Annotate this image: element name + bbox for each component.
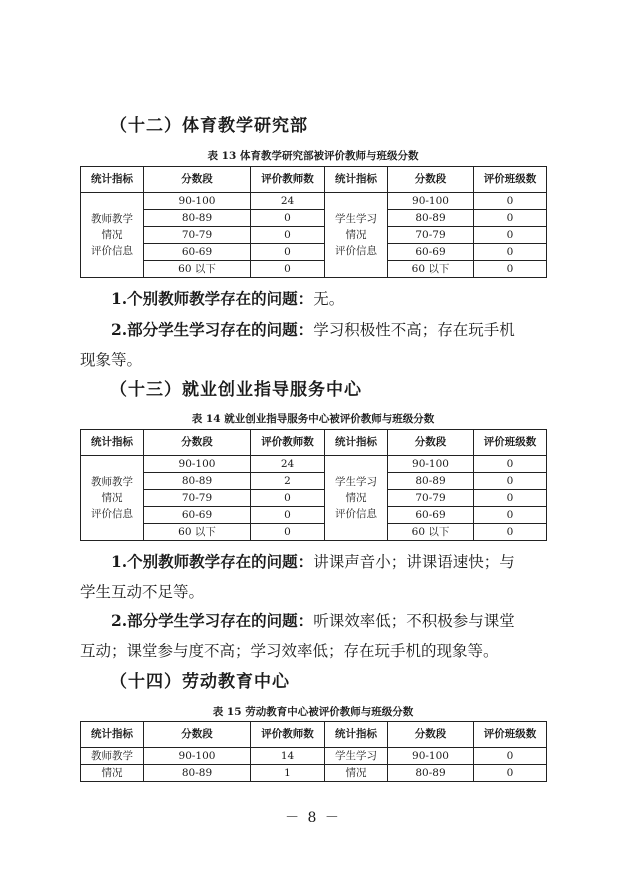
teacher-count-cell: 0	[251, 490, 325, 507]
score-range-cell: 90-100	[144, 748, 251, 765]
header-cell: 统计指标	[325, 430, 388, 456]
group-label-line: 教师教学	[91, 476, 133, 488]
class-count-cell: 0	[474, 507, 547, 524]
table-header-row	[81, 722, 547, 748]
paragraph-lead: 2.部分学生学习存在的问题：	[111, 611, 314, 630]
score-range-cell: 70-79	[144, 227, 251, 244]
group-label-line: 教师教学	[91, 213, 133, 225]
paragraph-lead: 1.个别教师教学存在的问题：	[111, 552, 314, 571]
teacher-group-label: 教师教学	[81, 748, 144, 765]
class-count-cell: 0	[474, 244, 547, 261]
header-cell: 统计指标	[325, 722, 388, 748]
student-issue-paragraph	[111, 605, 581, 637]
score-range-cell: 90-100	[144, 193, 251, 210]
paragraph-continuation: 互动；课堂参与度不高；学习效率低；存在玩手机的现象等。	[80, 642, 499, 660]
student-group-label: 学生学习	[325, 748, 388, 765]
header-cell: 评价教师数	[251, 430, 325, 456]
score-table-14	[80, 429, 547, 541]
score-range-cell: 80-89	[388, 765, 474, 782]
score-range-cell: 80-89	[144, 473, 251, 490]
table-row	[81, 524, 547, 541]
score-range-cell: 90-100	[388, 193, 474, 210]
table-row	[81, 507, 547, 524]
paragraph-lead: 1.个别教师教学存在的问题：	[111, 289, 314, 308]
teacher-count-cell: 0	[251, 244, 325, 261]
group-label-line: 情况	[345, 492, 367, 504]
table-row	[81, 456, 547, 473]
score-table-13	[80, 166, 547, 278]
header-cell: 统计指标	[81, 722, 144, 748]
header-cell: 评价班级数	[474, 167, 547, 193]
class-count-cell: 0	[474, 210, 547, 227]
teacher-count-cell: 14	[251, 748, 325, 765]
student-issue-paragraph	[111, 314, 581, 346]
table-row	[81, 765, 547, 782]
header-cell: 分数段	[388, 430, 474, 456]
score-range-cell: 60 以下	[144, 524, 251, 541]
class-count-cell: 0	[474, 261, 547, 278]
teacher-count-cell: 2	[251, 473, 325, 490]
class-count-cell: 0	[474, 193, 547, 210]
class-count-cell: 0	[474, 765, 547, 782]
teacher-count-cell: 24	[251, 193, 325, 210]
score-range-cell: 80-89	[144, 765, 251, 782]
score-range-cell: 80-89	[388, 473, 474, 490]
class-count-cell: 0	[474, 456, 547, 473]
paragraph-text: 学习积极性不高；存在玩手机	[313, 321, 515, 339]
table-row	[81, 748, 547, 765]
teacher-group-label	[81, 193, 144, 278]
table-caption-14: 表 14 就业创业指导服务中心被评价教师与班级分数	[191, 413, 435, 425]
table-header-row	[81, 167, 547, 193]
teacher-group-label: 情况	[81, 765, 144, 782]
score-range-cell: 60 以下	[388, 261, 474, 278]
group-label-line: 情况	[345, 229, 367, 241]
group-label-line: 评价信息	[91, 245, 133, 257]
header-cell: 分数段	[144, 430, 251, 456]
student-group-label	[325, 456, 388, 541]
paragraph-continuation: 现象等。	[80, 351, 143, 369]
group-label-line: 评价信息	[91, 508, 133, 520]
header-cell: 统计指标	[81, 430, 144, 456]
teacher-count-cell: 0	[251, 524, 325, 541]
teacher-count-cell: 0	[251, 227, 325, 244]
page-number: － 8 －	[285, 810, 341, 826]
table-row	[81, 193, 547, 210]
group-label-line: 学生学习	[335, 476, 377, 488]
table-caption-13: 表 13 体育教学研究部被评价教师与班级分数	[207, 150, 419, 162]
table-row	[81, 490, 547, 507]
teacher-issue-paragraph	[111, 283, 581, 315]
paragraph-text: 听课效率低；不积极参与课堂	[313, 612, 515, 630]
header-cell: 分数段	[144, 167, 251, 193]
score-range-cell: 60 以下	[144, 261, 251, 278]
paragraph-continuation: 学生互动不足等。	[80, 583, 205, 601]
group-label-line: 评价信息	[335, 245, 377, 257]
group-label-line: 评价信息	[335, 508, 377, 520]
table-row	[81, 473, 547, 490]
score-range-cell: 90-100	[144, 456, 251, 473]
section-heading-13: （十三）就业创业指导服务中心	[110, 380, 362, 400]
group-label-line: 情况	[101, 492, 123, 504]
section-heading-14: （十四）劳动教育中心	[110, 672, 290, 692]
student-group-label	[325, 193, 388, 278]
teacher-count-cell: 1	[251, 765, 325, 782]
score-range-cell: 60 以下	[388, 524, 474, 541]
score-table-15	[80, 721, 547, 782]
score-range-cell: 70-79	[144, 490, 251, 507]
score-range-cell: 60-69	[144, 507, 251, 524]
class-count-cell: 0	[474, 490, 547, 507]
score-range-cell: 80-89	[388, 210, 474, 227]
class-count-cell: 0	[474, 227, 547, 244]
header-cell: 统计指标	[325, 167, 388, 193]
header-cell: 分数段	[144, 722, 251, 748]
header-cell: 评价教师数	[251, 167, 325, 193]
paragraph-text: 讲课声音小；讲课语速快；与	[313, 553, 515, 571]
teacher-group-label	[81, 456, 144, 541]
paragraph-lead: 2.部分学生学习存在的问题：	[111, 320, 314, 339]
student-group-label: 情况	[325, 765, 388, 782]
teacher-count-cell: 0	[251, 507, 325, 524]
header-cell: 评价班级数	[474, 722, 547, 748]
paragraph-text: 无。	[313, 290, 345, 308]
table-header-row	[81, 430, 547, 456]
header-cell: 分数段	[388, 722, 474, 748]
header-cell: 评价班级数	[474, 430, 547, 456]
score-range-cell: 70-79	[388, 490, 474, 507]
group-label-line: 学生学习	[335, 213, 377, 225]
teacher-count-cell: 0	[251, 261, 325, 278]
table-row	[81, 244, 547, 261]
class-count-cell: 0	[474, 524, 547, 541]
table-caption-15: 表 15 劳动教育中心被评价教师与班级分数	[212, 706, 414, 718]
score-range-cell: 60-69	[144, 244, 251, 261]
table-row	[81, 210, 547, 227]
class-count-cell: 0	[474, 473, 547, 490]
teacher-issue-paragraph	[111, 546, 581, 578]
score-range-cell: 80-89	[144, 210, 251, 227]
class-count-cell: 0	[474, 748, 547, 765]
teacher-count-cell: 0	[251, 210, 325, 227]
score-range-cell: 90-100	[388, 456, 474, 473]
header-cell: 分数段	[388, 167, 474, 193]
header-cell: 统计指标	[81, 167, 144, 193]
score-range-cell: 70-79	[388, 227, 474, 244]
score-range-cell: 60-69	[388, 507, 474, 524]
teacher-count-cell: 24	[251, 456, 325, 473]
section-heading-12: （十二）体育教学研究部	[110, 116, 308, 136]
table-row	[81, 261, 547, 278]
score-range-cell: 90-100	[388, 748, 474, 765]
header-cell: 评价教师数	[251, 722, 325, 748]
table-row	[81, 227, 547, 244]
group-label-line: 情况	[101, 229, 123, 241]
score-range-cell: 60-69	[388, 244, 474, 261]
